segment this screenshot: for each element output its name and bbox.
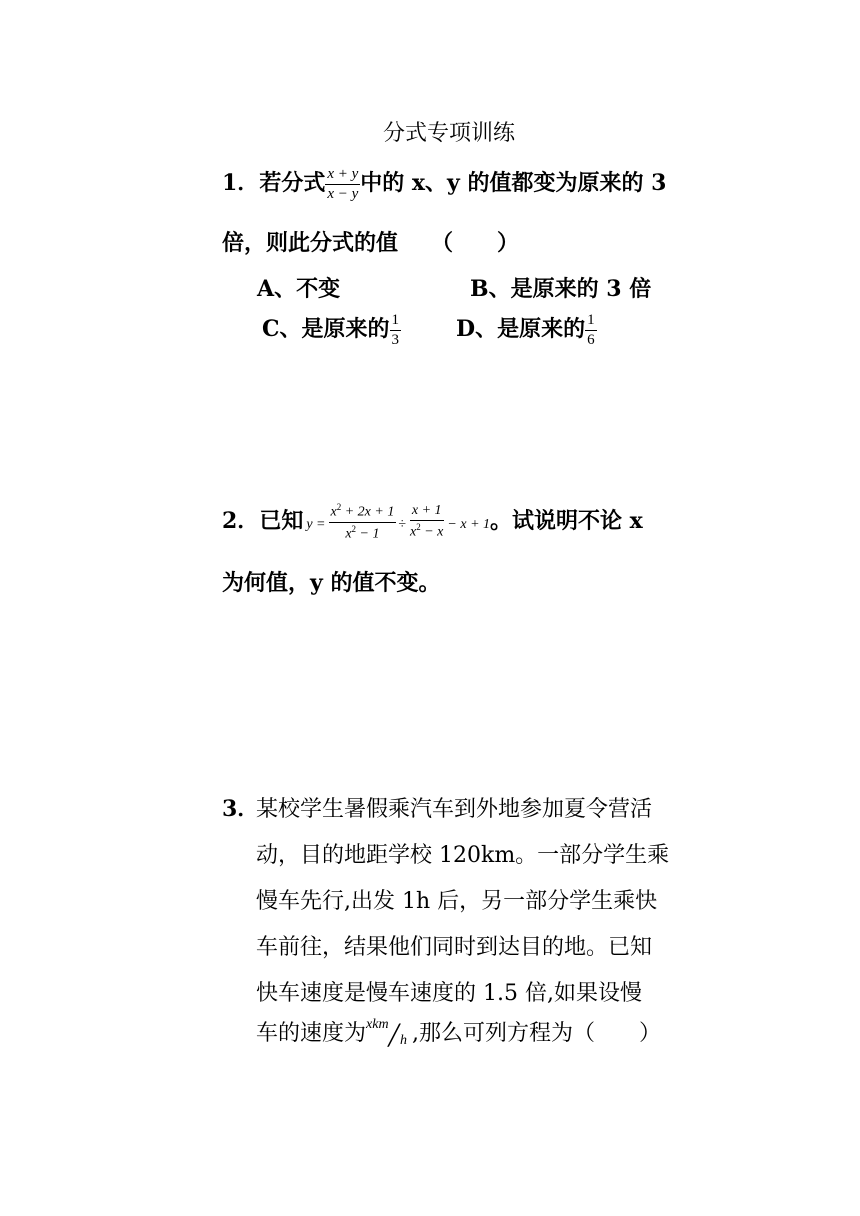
question-2-fraction-2: $\frac{x + 1}{x^2 - x}$ [410, 503, 444, 540]
question-3-last-after: ,那么可列方程为（ ） [412, 1021, 662, 1046]
question-1-option-c-numerator: 1 [390, 313, 402, 331]
question-1-option-c-denominator: 3 [391, 331, 400, 348]
question-1-option-d-denominator: 6 [587, 331, 595, 348]
question-3-line-3: 慢车先行,出发 1h 后，另一部分学生乘快 [256, 889, 658, 914]
question-3-line-2: 动，目的地距学校 120km。一部分学生乘 [256, 843, 670, 868]
question-2-f1-numerator-rest: + 2x + 1 [344, 504, 395, 520]
question-2-number: 2． [222, 508, 260, 535]
question-1-option-d-label: D、是原来的 [456, 316, 586, 342]
question-3-number: 3． [222, 796, 260, 822]
question-1-option-d [456, 312, 597, 348]
question-1-line-2: 倍，则此分式的值 （ ） [222, 230, 520, 256]
question-1-fraction-numerator: x + y [325, 167, 360, 185]
question-1-option-c [262, 312, 401, 348]
question-1-option-a: A、不变 [257, 276, 341, 302]
question-2-fraction-1: $\frac{x^2 + 2x + 1}{x^2 - 1}$ [330, 502, 395, 542]
question-1-option-c-label: C、是原来的 [262, 316, 390, 342]
question-3-line-5: 快车速度是慢车速度的 1.5 倍,如果设慢 [256, 981, 642, 1006]
question-2-text-after: 。试说明不论 x [490, 508, 643, 535]
question-1-line-1 [222, 166, 666, 202]
question-3-last-before: 车的速度为 [256, 1021, 367, 1046]
question-3-unit-numerator: xkm [366, 1017, 389, 1032]
question-2-f1-denominator-var: x [345, 526, 352, 542]
question-2-f1-denominator-rest: − 1 [359, 526, 380, 542]
question-3-speed-unit [366, 1019, 412, 1049]
question-2-f2-denominator-var: x [410, 524, 417, 540]
question-2-text-before: 已知 [259, 508, 304, 535]
question-1-option-c-fraction [390, 313, 402, 348]
question-1-fraction-denominator: x − y [327, 185, 359, 202]
question-2-line-1 [222, 503, 643, 541]
question-3-line-1: 某校学生暑假乘汽车到外地参加夏令营活 [256, 797, 653, 822]
question-3-unit-denominator: h [400, 1033, 408, 1048]
question-2-f1-numerator-var: x [330, 504, 337, 520]
question-2-line-2: 为何值，y 的值不变。 [222, 570, 441, 596]
question-3-line-6 [256, 1016, 661, 1049]
question-1-number: 1． [222, 170, 260, 196]
question-3-unit-slash: ╱ [388, 1025, 401, 1047]
question-1-option-d-numerator: 1 [585, 313, 597, 331]
question-1-fraction [325, 167, 360, 202]
question-2-y-equals: y = [306, 517, 326, 533]
question-2-divide-sign: ÷ [398, 517, 407, 533]
question-2-tail: − x + 1 [447, 517, 491, 533]
question-1-text-before: 若分式 [259, 170, 326, 196]
question-2-f2-numerator: x + 1 [410, 504, 444, 521]
question-3-line-4: 车前往，结果他们同时到达目的地。已知 [256, 935, 653, 960]
question-2-f2-denominator-rest: − x [424, 524, 444, 540]
question-1-option-b: B、是原来的 3 倍 [470, 276, 652, 302]
page-title: 分式专项训练 [383, 121, 516, 146]
question-1-text-after: 中的 x、y 的值都变为原来的 3 [360, 170, 667, 196]
question-1-option-d-fraction [585, 313, 597, 348]
